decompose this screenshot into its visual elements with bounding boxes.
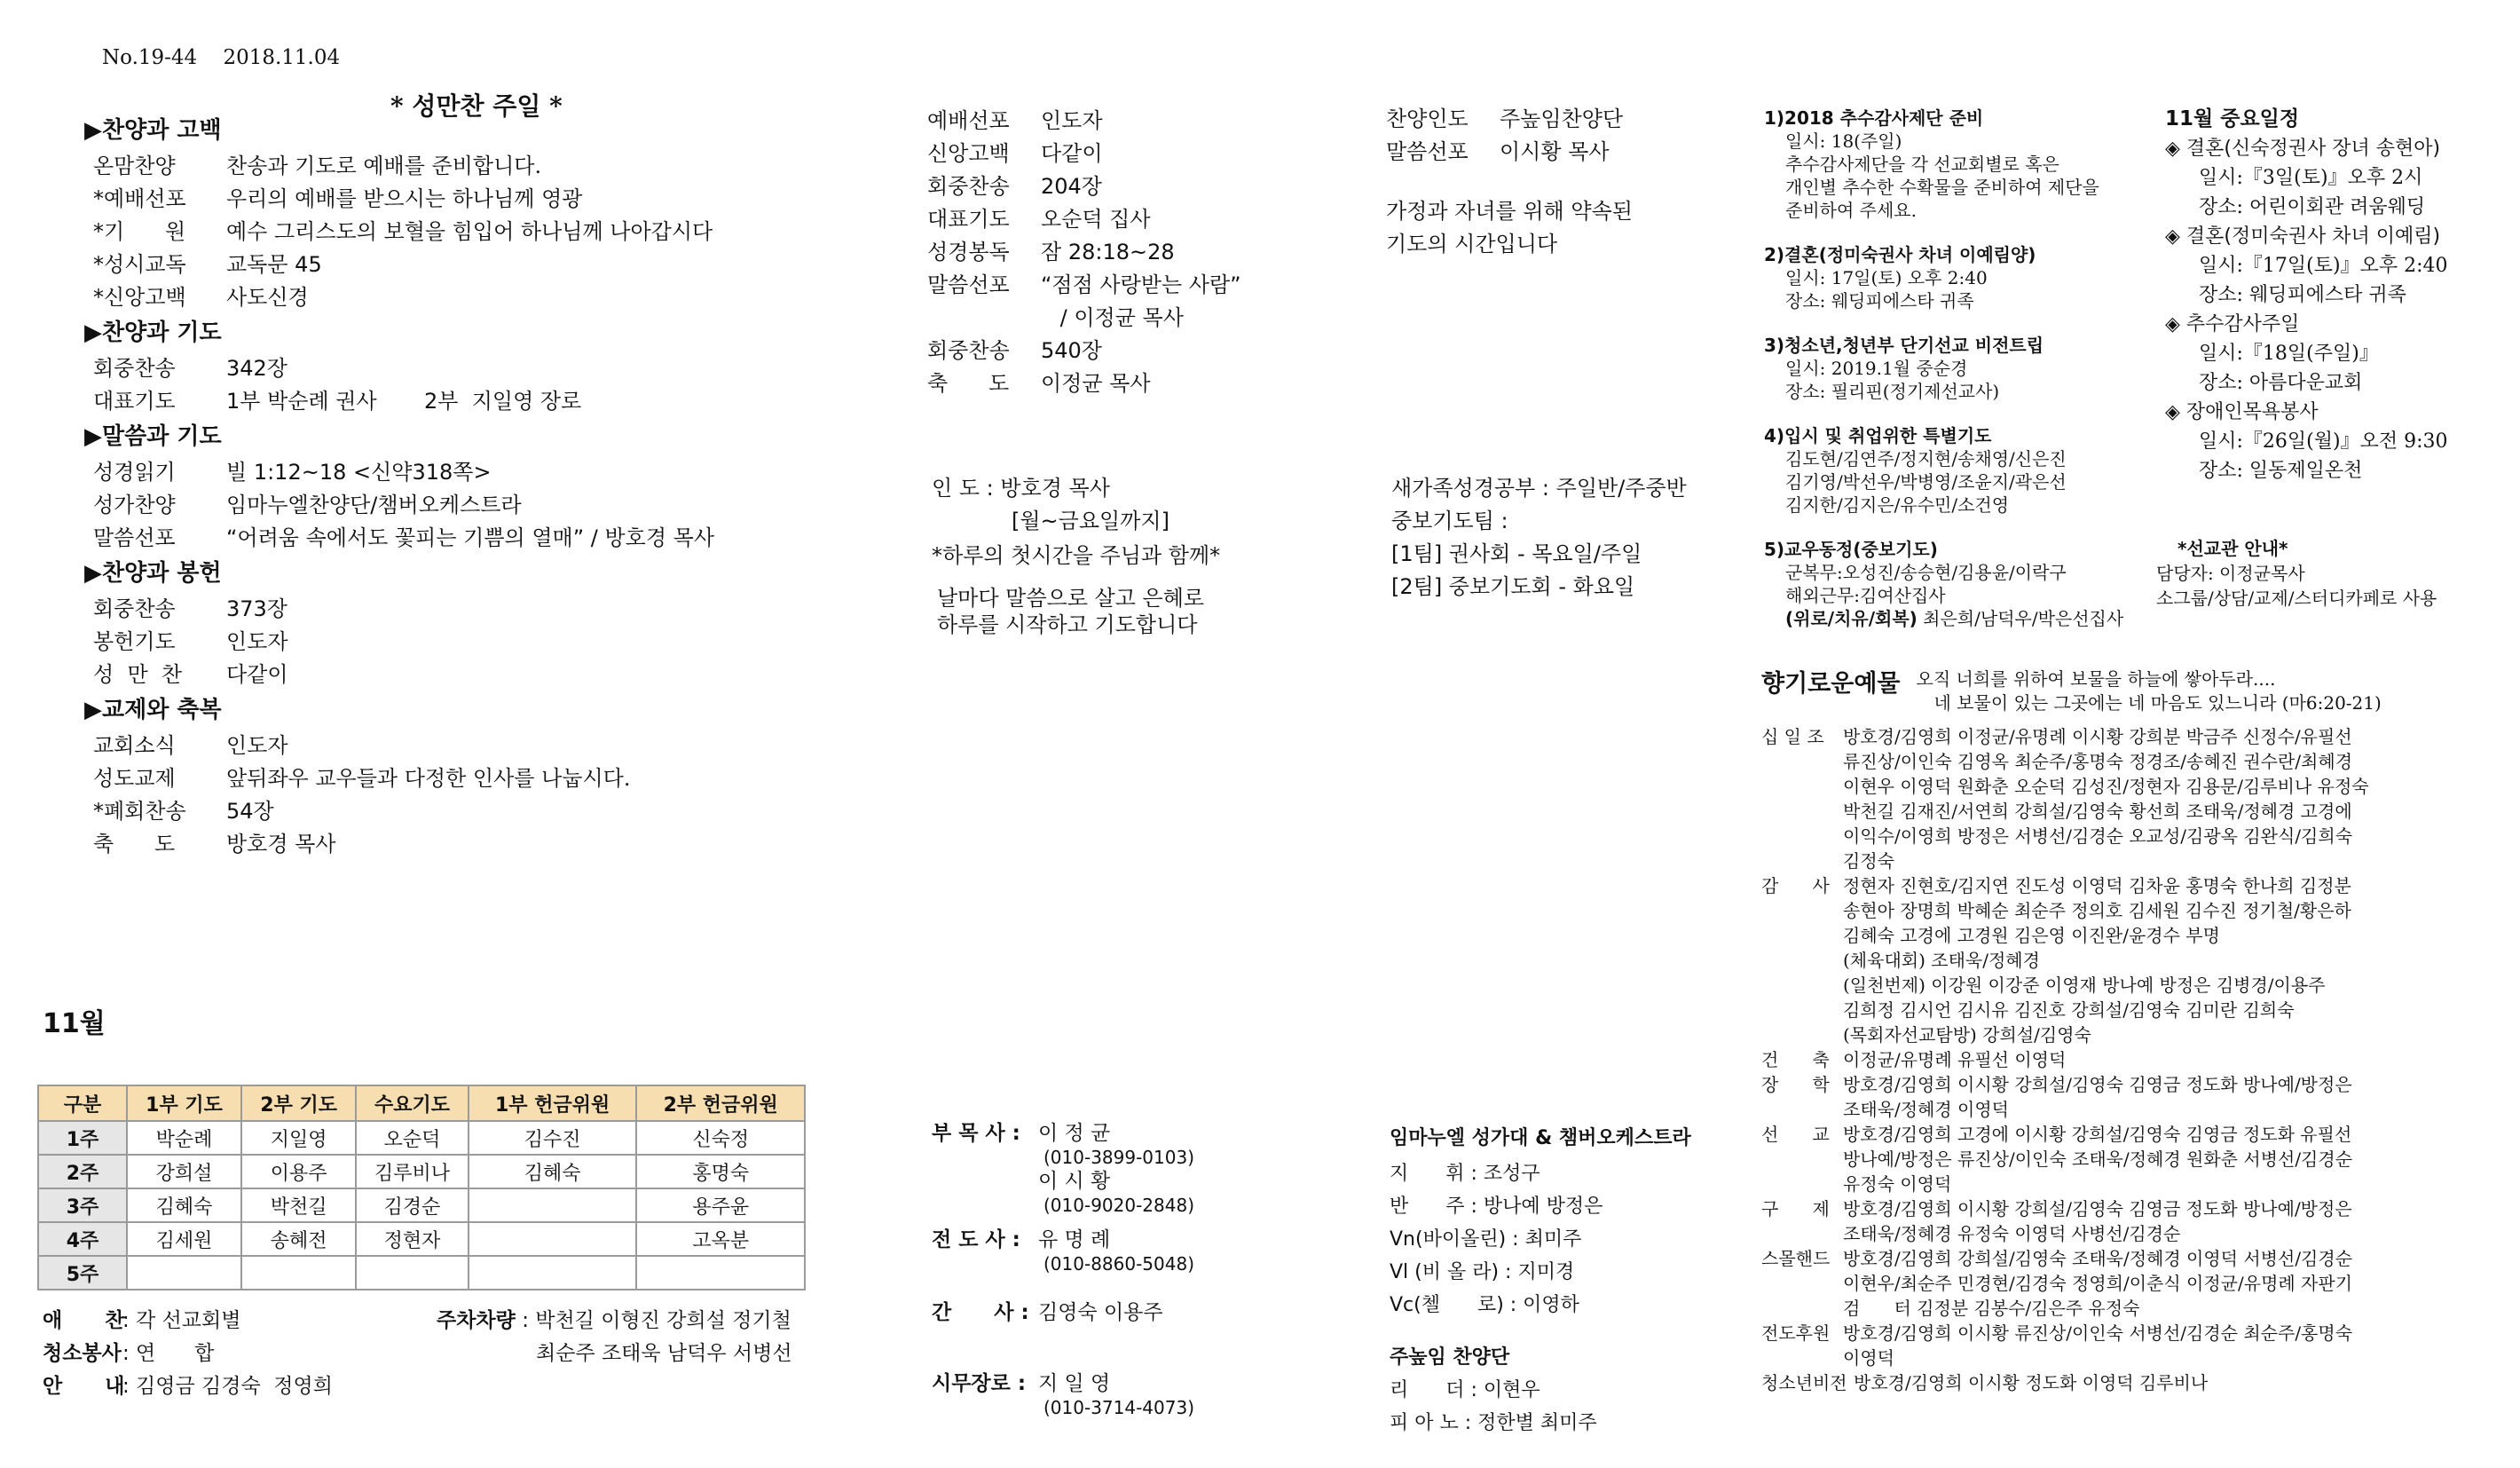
item-label: 성가찬양	[93, 493, 176, 517]
worship-item	[84, 659, 865, 691]
schedule-item: ◈ 결혼(정미숙권사 차녀 이예림)	[2165, 225, 2441, 248]
offering-label: 장 학	[1761, 1074, 1830, 1095]
item-label: 성경읽기	[93, 460, 176, 485]
news-line: 준비하여 주세요.	[1785, 200, 1917, 221]
evening-item	[927, 203, 1241, 236]
table-cell	[469, 1222, 637, 1256]
offering-line: 조태욱/정혜경 유정숙 이영덕 사병선/김경순	[1843, 1223, 2181, 1244]
item-label: 찬양인도	[1386, 107, 1469, 131]
offering-label: 건 축	[1761, 1049, 1830, 1070]
staff-label: 전 도 사 :	[932, 1228, 1020, 1251]
dawn-message: 날마다 말씀으로 살고 은혜로	[937, 586, 1205, 611]
worship-section	[84, 112, 865, 314]
worship-item	[84, 489, 865, 522]
item-value: “어려움 속에서도 꽃피는 기쁨의 열매” / 방호경 목사	[226, 525, 715, 550]
column-header: 수요기도	[356, 1085, 469, 1121]
staff-phone: (010-8860-5048)	[1043, 1253, 1195, 1275]
worship-item	[84, 730, 865, 762]
mission-center-line: 소그룹/상담/교제/스터디카페로 사용	[2156, 588, 2437, 609]
item-value: 54장	[226, 799, 274, 824]
item-value: 방호경 목사	[226, 832, 336, 856]
table-cell: 박순례	[127, 1121, 241, 1155]
evening-item	[927, 302, 1241, 335]
table-cell: 지일영	[241, 1121, 356, 1155]
item-label: 말씀선포	[927, 272, 1010, 297]
evening-item	[927, 269, 1241, 302]
worship-item	[84, 281, 865, 314]
offering-label: 십 일 조	[1761, 726, 1824, 747]
praise-team-title: 주높임 찬양단	[1390, 1346, 1510, 1369]
news-line: 일시: 18(주일)	[1785, 130, 1902, 152]
table-cell	[127, 1256, 241, 1290]
section-title: ▶교제와 축복	[84, 697, 222, 723]
item-label: *성시교독	[93, 252, 186, 277]
table-cell: 김수진	[469, 1121, 637, 1155]
item-value: “점점 사랑받는 사람”	[1041, 272, 1241, 297]
staff-phone: (010-3899-0103)	[1043, 1147, 1195, 1168]
staff-phone: (010-3714-4073)	[1043, 1397, 1195, 1418]
study-info: [1팀] 권사회 - 목요일/주일	[1391, 541, 1642, 566]
item-value: 1부 박순례 권사 2부 지일영 장로	[226, 389, 582, 414]
worship-item	[84, 795, 865, 828]
table-cell: 김세원	[127, 1222, 241, 1256]
news-line: 김지한/김지은/유수민/소건영	[1785, 494, 2010, 516]
item-label: *예배선포	[93, 186, 186, 211]
table-cell: 오순덕	[356, 1121, 469, 1155]
item-label: 봉헌기도	[93, 629, 176, 654]
table-cell: 용주윤	[636, 1188, 805, 1222]
news-title: 1)2018 추수감사제단 준비	[1764, 107, 1984, 129]
column-header: 1부 헌금위원	[469, 1085, 637, 1121]
mission-center-title: *선교관 안내*	[2177, 538, 2288, 559]
news-title: 5)교우동정(중보기도)	[1764, 539, 1938, 560]
table-cell	[356, 1256, 469, 1290]
offering-line: 이현우 이영덕 원화춘 오순덕 김성진/정현자 김용문/김루비나 유정숙	[1843, 776, 2369, 797]
item-value: 다같이	[226, 662, 288, 687]
offering-line: 김정숙	[1843, 850, 1894, 872]
offering-line: 이익수/이영희 방정은 서병선/김경순 오교성/김광옥 김완식/김희숙	[1843, 825, 2353, 847]
choir-member: Vc(첼 로) : 이영하	[1390, 1294, 1579, 1316]
news-title: 4)입시 및 취업위한 특별기도	[1764, 425, 1992, 446]
item-label: *기 원	[93, 219, 186, 244]
item-label: *신앙고백	[93, 285, 186, 310]
offering-label: 구 제	[1761, 1198, 1830, 1219]
offering-line: 유정숙 이영덕	[1843, 1173, 1952, 1195]
offering-group	[1761, 1246, 2507, 1321]
item-value: 이정균 목사	[1041, 371, 1151, 396]
news-title: 3)청소년,청년부 단기선교 비전트립	[1764, 335, 2044, 356]
item-value: 사도신경	[226, 285, 309, 310]
staff-name: 지 일 영	[1038, 1372, 1111, 1395]
offering-list	[1761, 724, 2507, 1395]
staff-label: 시무장로 :	[932, 1372, 1027, 1395]
news-title: 2)결혼(정미숙권사 차녀 이예림양)	[1764, 244, 2036, 265]
item-value: 주높임찬양단	[1500, 107, 1624, 131]
offering-line: 방호경/김영희 이시황 정도화 이영덕 김루비나	[1854, 1372, 2209, 1393]
item-value: 540장	[1041, 338, 1102, 363]
table-cell: 고옥분	[636, 1222, 805, 1256]
worship-item	[84, 216, 865, 249]
staff-name: 이 시 황	[1038, 1170, 1111, 1193]
offering-group	[1761, 873, 2507, 1047]
schedule-item: ◈ 장애인목욕봉사	[2165, 401, 2319, 423]
table-cell: 김경순	[356, 1188, 469, 1222]
item-label: 축 도	[93, 832, 176, 856]
news-line: 개인별 추수한 수확물을 준비하여 제단을	[1785, 177, 2099, 198]
item-label: 대표기도	[927, 207, 1010, 232]
item-label: 신앙고백	[927, 141, 1010, 166]
section-title: ▶말씀과 기도	[84, 423, 222, 450]
schedule-line: 일시:『26일(월)』오전 9:30	[2199, 430, 2448, 453]
table-row	[38, 1155, 805, 1188]
issue-header	[102, 46, 340, 69]
staff-name: 이 정 균	[1038, 1122, 1111, 1145]
item-label: 회중찬송	[927, 174, 1010, 199]
schedule-line: 장소: 일동제일온천	[2199, 460, 2363, 482]
evening-item	[927, 236, 1241, 269]
table-cell	[469, 1256, 637, 1290]
worship-item	[84, 762, 865, 795]
staff-label: 간 사 :	[932, 1301, 1029, 1324]
table-row	[38, 1121, 805, 1155]
offering-line: 방호경/김영희 고경에 이시황 강희설/김영숙 김영금 정도화 유필선	[1843, 1124, 2352, 1145]
item-label: 예배선포	[927, 108, 1010, 133]
news-line: 추수감사제단을 각 선교회별로 혹은	[1785, 154, 2059, 175]
item-label: 성경봉독	[927, 240, 1010, 264]
offering-group	[1761, 1047, 2507, 1072]
month-title: 11월	[43, 1008, 106, 1039]
news-line: 장소: 웨딩피에스타 귀족	[1785, 290, 1974, 312]
offering-group	[1761, 1122, 2507, 1196]
schedule-line: 일시:『3일(토)』오후 2시	[2199, 167, 2423, 189]
offering-line: 송현아 장명희 박혜순 최순주 정의호 김세원 김수진 정기철/황은하	[1843, 900, 2351, 921]
dawn-prayer	[932, 472, 1220, 638]
monthly-duty-table	[37, 1085, 806, 1290]
worship-item	[84, 456, 865, 489]
item-value: 앞뒤좌우 교우들과 다정한 인사를 나눕시다.	[226, 766, 631, 791]
schedule-item: ◈ 추수감사주일	[2165, 313, 2300, 335]
staff-contacts	[932, 1120, 1194, 1418]
schedule-line: 일시:『17일(토)』오후 2:40	[2199, 255, 2448, 277]
schedule-title: 11월 중요일정	[2165, 107, 2300, 130]
worship-item	[84, 593, 865, 626]
worship-item	[84, 352, 865, 385]
choir-title: 임마누엘 성가대 & 챔버오케스트라	[1390, 1127, 1691, 1149]
table-cell: 신숙정	[636, 1121, 805, 1155]
offering-line: 방호경/김영희 이정균/유명례 이시황 강희분 박금주 신정수/유필선	[1843, 726, 2352, 747]
item-value: 찬송과 기도로 예배를 준비합니다.	[226, 154, 542, 178]
dawn-leader: 인 도 : 방호경 목사	[932, 476, 1110, 501]
column-header: 2부 기도	[241, 1085, 356, 1121]
table-cell: 홍명숙	[636, 1155, 805, 1188]
offering-label: 선 교	[1761, 1124, 1830, 1145]
worship-item	[84, 626, 865, 659]
staff-name: 김영숙 이용주	[1038, 1301, 1163, 1324]
dawn-schedule: [월~금요일까지]	[1012, 509, 1169, 533]
worship-item	[84, 183, 865, 216]
item-label: 교회소식	[93, 733, 176, 758]
duty-label: 청소봉사	[43, 1342, 122, 1365]
duty-value: : 연 합	[122, 1342, 215, 1365]
column-header: 구분	[38, 1085, 127, 1121]
evening-worship	[927, 105, 1241, 400]
item-value: 이시황 목사	[1500, 139, 1610, 164]
choir-member: Vn(바이올린) : 최미주	[1390, 1228, 1582, 1251]
offering-line: 김혜숙 고경에 고경원 김은영 이진완/윤경수 부명	[1843, 925, 2220, 946]
praise-team-member: 리 더 : 이현우	[1390, 1379, 1540, 1401]
duty-list	[43, 1305, 333, 1403]
worship-item	[84, 150, 865, 183]
column-header: 1부 기도	[127, 1085, 241, 1121]
important-schedule	[2165, 105, 2516, 485]
table-row	[38, 1222, 805, 1256]
table-cell: 5주	[38, 1256, 127, 1290]
news-line: 일시: 2019.1월 중순경	[1785, 358, 1968, 379]
column-header: 2부 헌금위원	[636, 1085, 805, 1121]
offering-line: 이정균/유명례 유필선 이영덕	[1843, 1049, 2067, 1070]
news-line: 일시: 17일(토) 오후 2:40	[1785, 267, 1988, 288]
issue-date: 2018.11.04	[223, 46, 341, 69]
offering-line: 검 터 김정분 김봉수/김은주 유정숙	[1843, 1298, 2140, 1319]
worship-section	[84, 691, 865, 861]
news-item	[1764, 107, 2154, 222]
table-cell: 이용주	[241, 1155, 356, 1188]
mission-center-line: 담당자: 이정균목사	[2156, 563, 2305, 584]
item-label: 성 만 찬	[93, 662, 183, 687]
dawn-message: 하루를 시작하고 기도합니다	[937, 612, 1198, 637]
offering-line: 조태욱/정혜경 이영덕	[1843, 1099, 2009, 1120]
offering-label: 스몰핸드	[1761, 1248, 1831, 1269]
item-label: 회중찬송	[927, 338, 1010, 363]
table-cell: 박천길	[241, 1188, 356, 1222]
item-label: 말씀선포	[93, 525, 176, 550]
item-value: 인도자	[226, 629, 288, 654]
offering-line: 방호경/김영희 이시황 강희설/김영숙 김영금 정도화 방나예/방정은	[1843, 1074, 2352, 1095]
offering-line: 정현자 진현호/김지연 진도성 이영덕 김차윤 홍명숙 한나희 김정분	[1843, 875, 2351, 896]
staff-label: 부 목 사 :	[932, 1122, 1020, 1145]
family-promise: 가정과 자녀를 위해 약속된	[1386, 199, 1633, 224]
item-value: 예수 그리스도의 보혈을 힘입어 하나님께 나아갑시다	[226, 219, 713, 244]
news-title: (위로/치유/회복)	[1785, 608, 1918, 629]
offering-line: (체육대회) 조태욱/정혜경	[1843, 950, 2040, 971]
table-row	[38, 1256, 805, 1290]
page-title: * 성만찬 주일 *	[390, 91, 563, 121]
news-item	[1764, 334, 2154, 403]
offering-label: 전도후원	[1761, 1322, 1831, 1344]
news-line: 군복무:오성진/송승현/김용윤/이락구	[1785, 562, 2067, 583]
duty-value: 최순주 조태욱 남덕우 서병선	[536, 1342, 792, 1365]
choir-info	[1390, 1125, 1691, 1440]
news-line: 김도현/김연주/정지현/송채영/신은진	[1785, 448, 2067, 470]
item-value: 인도자	[1041, 108, 1103, 133]
dawn-slogan: *하루의 첫시간을 주님과 함께*	[932, 543, 1221, 568]
study-info: 중보기도팀 :	[1391, 509, 1508, 533]
evening-item	[927, 138, 1241, 170]
study-info: 새가족성경공부 : 주일반/주중반	[1391, 476, 1687, 501]
news-line: 김기영/박선우/박병영/조윤지/곽은선	[1785, 471, 2067, 493]
item-value: / 이정균 목사	[1053, 305, 1184, 330]
table-cell	[469, 1188, 637, 1222]
item-value: 다같이	[1041, 141, 1103, 166]
schedule-line: 장소: 웨딩피에스타 귀족	[2199, 284, 2406, 306]
parking-duty	[437, 1305, 792, 1370]
table-cell: 1주	[38, 1121, 127, 1155]
worship-item	[84, 522, 865, 555]
item-label: 성도교제	[93, 766, 176, 791]
news-item	[1764, 538, 2154, 607]
item-value: 인도자	[226, 733, 288, 758]
offering-line: 류진상/이인숙 김영옥 최순주/홍명숙 정경조/송혜진 권수란/최혜경	[1843, 751, 2353, 772]
offering-label: 감 사	[1761, 875, 1830, 896]
choir-member: 지 휘 : 조성구	[1390, 1163, 1540, 1185]
schedule-line: 장소: 아름다운교회	[2199, 372, 2363, 394]
offering-line: (목회자선교탐방) 강희설/김영숙	[1843, 1024, 2091, 1046]
item-value: 오순덕 집사	[1041, 207, 1151, 232]
evening-item	[927, 367, 1241, 400]
worship-item	[84, 249, 865, 281]
table-cell: 송혜전	[241, 1222, 356, 1256]
offering-title: 향기로운예물	[1761, 670, 1901, 698]
worship-item	[84, 385, 865, 418]
section-title: ▶찬양과 고백	[84, 117, 222, 144]
schedule-item: ◈ 결혼(신숙정권사 장녀 송현아)	[2165, 138, 2441, 160]
offering-verse: 네 보물이 있는 그곳에는 네 마음도 있느니라 (마6:20-21)	[1933, 692, 2382, 714]
worship-section	[84, 314, 865, 418]
item-label: 회중찬송	[93, 596, 176, 621]
item-value: 204장	[1041, 174, 1102, 199]
duty-value: : 각 선교회별	[122, 1309, 241, 1332]
table-cell: 4주	[38, 1222, 127, 1256]
offering-group	[1761, 1370, 2507, 1395]
offering-group	[1761, 1072, 2507, 1122]
duty-label: 주차차량	[437, 1309, 516, 1332]
news-line: 장소: 필리핀(정기제선교사)	[1785, 381, 2000, 402]
schedule-line: 장소: 어린이회관 려움웨딩	[2199, 196, 2426, 218]
item-value: 교독문 45	[226, 252, 322, 277]
table-cell: 김혜숙	[127, 1188, 241, 1222]
schedule-line: 일시:『18일(주일)』	[2199, 343, 2379, 365]
study-info: [2팀] 중보기도회 - 화요일	[1391, 574, 1635, 599]
table-row	[38, 1188, 805, 1222]
table-cell: 김루비나	[356, 1155, 469, 1188]
offering-line: 박천길 김재진/서연희 강희설/김영숙 황선희 조태욱/정혜경 고경에	[1843, 801, 2352, 822]
table-cell	[241, 1256, 356, 1290]
choir-member: Vl (비 올 라) : 지미경	[1390, 1261, 1575, 1283]
table-header-row	[38, 1085, 805, 1121]
item-label: 축 도	[927, 371, 1010, 396]
offering-verse: 오직 너희를 위하여 보물을 하늘에 쌓아두라....	[1916, 668, 2276, 690]
duty-label: 안 내	[43, 1375, 125, 1398]
item-value: 우리의 예배를 받으시는 하나님께 영광	[226, 186, 583, 211]
table-cell: 강희설	[127, 1155, 241, 1188]
item-value: 빌 1:12~18 <신약318쪽>	[226, 460, 492, 485]
staff-name: 유 명 례	[1038, 1228, 1111, 1251]
table-cell: 김혜숙	[469, 1155, 637, 1188]
offering-label: 청소년비전	[1761, 1372, 1847, 1393]
section-title: ▶찬양과 봉헌	[84, 560, 222, 587]
evening-item	[927, 105, 1241, 138]
issue-number: No.19-44	[102, 46, 198, 69]
duty-value: : 김영금 김경숙 정영희	[122, 1375, 333, 1398]
offering-group	[1761, 1321, 2507, 1370]
offering-group	[1761, 1196, 2507, 1246]
item-label: 말씀선포	[1386, 139, 1469, 164]
table-cell: 정현자	[356, 1222, 469, 1256]
item-label: 대표기도	[93, 389, 176, 414]
offering-group	[1761, 724, 2507, 873]
item-value: 342장	[226, 356, 287, 381]
duty-value: : 박천길 이형진 강희설 정기철	[522, 1309, 791, 1332]
table-cell	[636, 1256, 805, 1290]
item-value: 373장	[226, 596, 287, 621]
table-cell: 2주	[38, 1155, 127, 1188]
worship-section	[84, 418, 865, 555]
item-value: 잠 28:18~28	[1041, 240, 1175, 264]
mission-center	[2156, 536, 2437, 611]
evening-item	[927, 335, 1241, 367]
item-label: 온맘찬양	[93, 154, 176, 178]
offering-line: 이현우/최순주 민경현/김경숙 정영희/이춘식 이정균/유명례 자판기	[1843, 1273, 2353, 1294]
offering-line: 방호경/김영희 이시황 강희설/김영숙 김영금 정도화 방나예/방정은	[1843, 1198, 2352, 1219]
section-title: ▶찬양과 기도	[84, 320, 222, 346]
news-item	[1764, 424, 2154, 517]
family-promise: 기도의 시간입니다	[1386, 232, 1558, 257]
duty-label: 애 찬	[43, 1309, 125, 1332]
study-groups	[1391, 472, 1687, 604]
worship-order	[84, 112, 865, 861]
table-cell: 3주	[38, 1188, 127, 1222]
news-line: 해외근무:김여산집사	[1785, 585, 1946, 606]
offering-line: 방호경/김영희 이시황 류진상/이인숙 서병선/김경순 최순주/홍명숙	[1843, 1322, 2353, 1344]
church-news	[1764, 107, 2154, 630]
offering-line: 방호경/김영희 강희설/김영숙 조태욱/정혜경 이영덕 서병선/김경순	[1843, 1248, 2353, 1269]
choir-member: 반 주 : 방나예 방정은	[1390, 1196, 1603, 1218]
item-label: *폐회찬송	[93, 799, 186, 824]
staff-phone: (010-9020-2848)	[1043, 1195, 1195, 1216]
offering-line: 방나예/방정은 류진상/이인숙 조태욱/정혜경 원화춘 서병선/김경순	[1843, 1148, 2353, 1170]
offering-line: 김희정 김시언 김시유 김진호 강희설/김영숙 김미란 김희숙	[1843, 999, 2295, 1021]
offering-line: 이영덕	[1843, 1347, 1894, 1369]
worship-item	[84, 828, 865, 861]
item-value: 임마누엘찬양단/챔버오케스트라	[226, 493, 522, 517]
news-item	[1764, 243, 2154, 312]
offering-line: (일천번제) 이강원 이강준 이영재 방나예 방정은 김병경/이용주	[1843, 975, 2326, 996]
item-label: 회중찬송	[93, 356, 176, 381]
news-item	[1764, 607, 2154, 630]
worship-section	[84, 555, 865, 691]
praise-team-member: 피 아 노 : 정한별 최미주	[1390, 1412, 1597, 1434]
evening-item	[927, 170, 1241, 203]
offering-section	[1761, 664, 2507, 1395]
news-line: 최은희/남덕우/박은선집사	[1923, 608, 2124, 629]
family-prayer	[1386, 103, 1633, 261]
